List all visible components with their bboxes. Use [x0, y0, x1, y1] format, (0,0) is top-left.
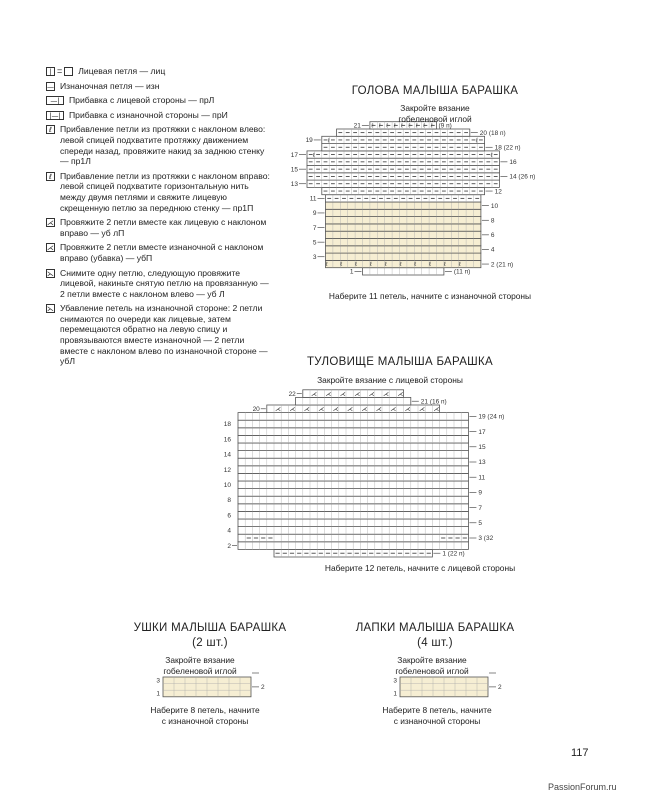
head-row-label-right: 14 (26 п) [509, 173, 536, 181]
head-row-label-right: 8 [490, 217, 495, 225]
legend-item-skpo: ⋋ Снимите одну петлю, следующую провяжите лицевой, накиньте снятую петлю на провязанную — 2 петли вместе с наклоном влево — уб Л [47, 267, 269, 299]
head-row-10-frame [326, 202, 481, 209]
ears-bottom-note: Наберите 8 петель, начните с изнаночной стороны [150, 705, 260, 726]
ears-grid [163, 677, 251, 697]
body-dec-mark: ⋌ [318, 407, 325, 413]
body-row-label-right: 13 [478, 459, 486, 467]
head-row-9-frame [326, 209, 481, 216]
body-row-15 [238, 443, 468, 451]
head-dec-mark: ℓ [475, 138, 478, 145]
head-row-label-left: 7 [312, 224, 317, 232]
ears-top-note: Закройте вязание гобеленовой иглой [163, 655, 237, 676]
body-dec-mark: ⋌ [275, 407, 281, 413]
body-row-10 [238, 481, 468, 489]
head-dec-mark: ℓ [371, 123, 374, 130]
head-row-2-frame [326, 260, 481, 267]
head-row-label-left: 5 [312, 239, 317, 247]
head-count-row1: (11 п) [453, 268, 471, 276]
body-row-label-right: 1 (22 п) [442, 550, 465, 558]
body-row-18 [238, 420, 468, 428]
legs-row-label-3: 3 [393, 677, 397, 685]
purl-stitch-icon: — [47, 82, 54, 91]
body-row-label-left: 12 [223, 466, 231, 474]
k2tog-icon: ⋌ [47, 219, 54, 228]
body-dec-mark: ⋌ [303, 407, 310, 413]
head-row-14 [307, 173, 499, 180]
head-m1-mark: ℓ [369, 262, 372, 269]
head-row-label-left: 13 [290, 180, 298, 188]
page-number: 117 [571, 747, 589, 759]
body-dec-mark: ⋌ [361, 407, 368, 413]
head-m1-mark: ℓ [458, 262, 461, 269]
ears-row-label-2: 2 [261, 683, 265, 691]
legend-item-m1l: ℓ Прибавление петли из протяжки с наклоном влево: левой спицей подхватите протяжку движением спереди назад, провяжите накид за заднюю стенку — пр1Л [46, 124, 274, 166]
head-dec-mark: ℓ [327, 138, 330, 145]
body-row-label-right: 17 [478, 428, 486, 436]
body-row-label-left: 6 [227, 512, 231, 520]
head-row-label-right: 10 [490, 202, 499, 210]
body-dec-mark: ⋌ [289, 407, 296, 413]
body-row-2 [238, 542, 468, 550]
head-row-13 [307, 180, 499, 187]
body-chart-title: ТУЛОВИЩЕ МАЛЫША БАРАШКА [306, 356, 493, 368]
legs-top-note: Закройте вязание гобеленовой иглой [395, 655, 469, 676]
ears-row-label-3: 3 [156, 677, 160, 685]
head-m1-mark: ℓ [399, 262, 402, 269]
head-dec-mark: ℓ [401, 123, 403, 130]
legend-item-cast-on-rs: —| Прибавка с лицевой стороны — прЛ [46, 95, 274, 106]
ears-row-label-1: 1 [156, 690, 160, 698]
legend-item-ssp: ⋋ Убавление петель на изнаночной стороне: 2 петли снимаются по очереди как лицевые, затем перемещаются обратно на левую спицу и провязываются вместе изнаночной — 2 петли вместе с наклоном влево по изнаночной стороне — убЛ [47, 303, 268, 367]
cast-on-ws-icon: |—| [46, 111, 64, 120]
body-dec-mark: ⋌ [433, 407, 440, 413]
head-row-5 [326, 239, 481, 246]
body-dec-mark: ⋌ [368, 391, 375, 398]
head-bottom-note: Наберите 11 петель, начните с изнаночной стороны [328, 291, 532, 301]
legs-row-label-1: 1 [393, 690, 397, 698]
legend-item-cast-on-ws: |—| Прибавка с изнаночной стороны — прИ [46, 110, 274, 121]
head-row-label-left: 15 [290, 166, 298, 174]
head-row-15 [307, 166, 499, 173]
cast-on-rs-icon: —| [46, 96, 64, 105]
head-row-label-left: 9 [312, 210, 317, 218]
body-dec-mark: ⋌ [311, 391, 317, 398]
head-m1-mark: ℓ [355, 262, 358, 269]
knit-stitch-icon: | = [46, 67, 73, 76]
head-dec-mark: ℓ [393, 123, 396, 130]
ears-chart-title: УШКИ МАЛЫША БАРАШКА [133, 622, 287, 634]
head-m1-mark: ℓ [340, 262, 343, 269]
skpo-icon: ⋋ [47, 269, 54, 278]
head-row-7-frame [326, 224, 481, 231]
head-row-8-frame [326, 217, 481, 224]
legs-grid [400, 677, 488, 697]
body-row-6 [238, 511, 468, 519]
head-row-2 [326, 260, 481, 267]
body-row-9 [238, 489, 468, 497]
body-row-label-left: 8 [227, 497, 231, 505]
head-dec-mark: ℓ [430, 123, 433, 130]
legend-item-knit: | = Лицевая петля — лиц [46, 66, 274, 77]
body-dec-mark: ⋌ [347, 407, 353, 413]
head-row-4 [326, 246, 481, 253]
body-dec-mark: ⋌ [390, 407, 397, 413]
head-row-label-left: 3 [312, 253, 317, 261]
legs-chart-subtitle: (4 шт.) [417, 637, 453, 649]
head-count-row21: (9 п) [438, 122, 452, 130]
head-row-label-right: 6 [490, 232, 495, 240]
body-row-7 [238, 504, 468, 512]
body-dec-mark: ⋌ [383, 391, 389, 398]
body-row-13 [238, 458, 468, 466]
ssp-icon: ⋋ [47, 305, 54, 314]
body-row-label-right: 11 [478, 474, 486, 482]
p2tog-icon: ⋌ [47, 244, 54, 253]
body-row-label-right: 15 [478, 444, 486, 451]
head-row-label-right: 2 (21 п) [490, 261, 514, 269]
legs-row-label-2: 2 [498, 683, 502, 691]
body-row-label-right: 19 (24 п) [478, 413, 505, 421]
body-row-label-left: 4 [227, 527, 231, 535]
legend-item-purl: — Изнаночная петля — изн [47, 80, 160, 91]
head-row-3 [326, 253, 481, 260]
body-row-label-right: 5 [478, 520, 483, 527]
body-row-19 [238, 413, 468, 421]
body-dec-mark: ⋌ [339, 391, 346, 398]
body-row-11 [238, 473, 468, 481]
head-dec-mark: ℓ [490, 152, 493, 159]
body-row-21 [296, 397, 411, 405]
head-row-label-left: 1 [349, 268, 354, 276]
head-row-label-left: 17 [290, 151, 298, 159]
body-dec-mark: ⋌ [375, 407, 382, 413]
head-row-label-right: 18 (22 п) [494, 144, 521, 152]
body-row-label-left: 10 [223, 482, 231, 489]
head-dec-mark: ℓ [386, 123, 389, 130]
watermark: PassionForum.ru [548, 782, 617, 792]
body-row-label-left: 2 [227, 542, 231, 550]
body-bottom-note: Наберите 12 петель, начните с лицевой стороны [324, 563, 516, 573]
head-row-6 [326, 231, 481, 238]
body-dec-mark: ⋌ [404, 407, 411, 413]
body-dec-mark: ⋌ [332, 407, 339, 413]
body-row-label-right: 21 (16 п) [420, 398, 447, 406]
head-row-9 [326, 209, 481, 216]
body-row-5 [238, 519, 468, 527]
head-row-label-right: 20 (18 п) [479, 129, 506, 137]
body-row-14 [238, 451, 468, 459]
head-dec-mark: ℓ [423, 123, 426, 130]
head-row-17 [307, 151, 499, 158]
head-row-label-left: 19 [305, 137, 313, 145]
head-m1-mark: ℓ [443, 262, 446, 269]
body-row-label-right: 7 [478, 504, 483, 512]
body-row-label-right: 9 [478, 489, 483, 497]
head-dec-mark: ℓ [312, 152, 315, 159]
head-m1-mark: ℓ [384, 262, 387, 269]
body-row-label-left: 20 [252, 406, 260, 413]
body-row-16 [238, 435, 468, 443]
head-row-1-frame [363, 268, 444, 275]
body-row-label-left: 14 [223, 451, 231, 459]
body-row-12 [238, 466, 468, 474]
head-dec-mark: ℓ [415, 123, 418, 130]
head-chart-title: ГОЛОВА МАЛЫША БАРАШКА [351, 85, 519, 97]
head-row-label-left: 11 [309, 195, 317, 203]
body-row-label-right: 3 (32 [478, 535, 494, 543]
head-row-5-frame [326, 239, 481, 246]
head-row-3-frame [326, 253, 481, 260]
body-dec-mark: ⋌ [419, 407, 425, 413]
head-m1-mark: ℓ [429, 262, 432, 269]
head-m1-mark: ℓ [414, 262, 417, 269]
ears-chart-subtitle: (2 шт.) [192, 637, 228, 649]
legend-item-k2tog: ⋌ Провяжите 2 петли вместе как лицевую с наклоном вправо — уб лП [47, 217, 267, 238]
head-row-8 [326, 217, 481, 224]
head-row-6-frame [326, 231, 481, 238]
head-row-label-right: 16 [509, 159, 517, 167]
head-row-4-frame [326, 246, 481, 253]
body-dec-mark: ⋌ [397, 391, 404, 398]
head-top-note: Закройте вязание гобеленовой иглой [398, 103, 472, 124]
head-row-7 [326, 224, 481, 231]
legs-chart-title: ЛАПКИ МАЛЫША БАРАШКА [355, 622, 515, 634]
legend-item-p2tog: ⋌ Провяжите 2 петли вместе изнаночной с наклоном вправо (убавка) — убП [47, 242, 264, 263]
body-dec-mark: ⋌ [325, 391, 332, 398]
body-row-3 [238, 534, 468, 542]
body-row-label-left: 18 [223, 421, 231, 429]
body-row-17 [238, 428, 468, 436]
m1l-icon: ℓ [46, 125, 55, 134]
head-row-label-right: 12 [494, 188, 502, 196]
body-row-4 [238, 527, 468, 535]
head-row-16 [307, 158, 499, 165]
head-row-label-right: 4 [490, 246, 495, 254]
legend-item-m1r: ℓ Прибавление петли из протяжки с наклоном вправо: левой спицей подхватите горизонтальную нить между двумя петлями и свяжите лицевую скрещенную петлю за переднюю стенку — пр1П [46, 171, 274, 213]
body-top-note: Закройте вязание с лицевой стороны [317, 375, 463, 385]
body-row-label-left: 22 [288, 390, 296, 398]
head-m1-mark: ℓ [325, 262, 328, 269]
head-dec-mark: ℓ [378, 123, 381, 130]
head-dec-mark: ℓ [408, 123, 411, 130]
body-row-8 [238, 496, 468, 504]
head-row-10 [326, 202, 481, 209]
head-row-label-left: 21 [353, 122, 361, 130]
m1r-icon: ℓ [46, 172, 55, 181]
legs-bottom-note: Наберите 8 петель, начните с изнаночной стороны [382, 705, 492, 726]
body-dec-mark: ⋌ [354, 391, 361, 398]
body-row-label-left: 16 [223, 436, 231, 444]
head-row-1 [363, 268, 444, 275]
